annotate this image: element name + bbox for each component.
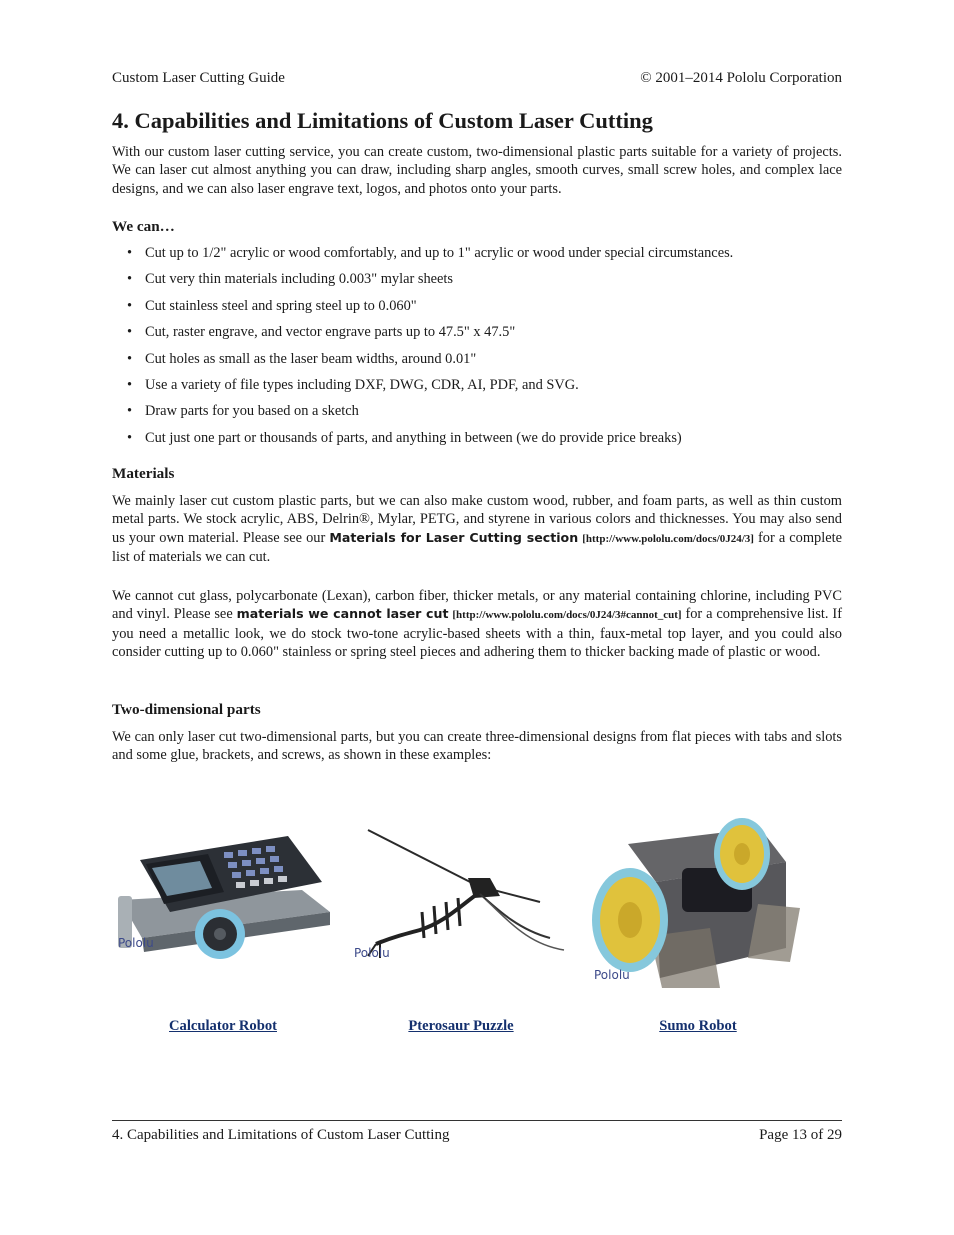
intro-paragraph: With our custom laser cutting service, you can create custom, two-dimensional plastic parts suitable for a variety of projects. We can laser cut almost anything you can draw, including sharp angles, smooth curves, small screw holes, and complex lace designs, and we can also laser engrave text, logos, and photos onto your parts. bbox=[112, 144, 842, 197]
cannot-cut-url[interactable]: [http://www.pololu.com/docs/0J24/3#cannot_cut] bbox=[452, 609, 682, 622]
pterosaur-puzzle-image[interactable] bbox=[350, 826, 575, 961]
header-copyright: © 2001–2014 Pololu Corporation bbox=[640, 70, 842, 86]
caption-sumo-robot[interactable]: Sumo Robot bbox=[659, 1018, 737, 1034]
sumo-watermark: Pololu bbox=[594, 968, 630, 982]
two-d-paragraph: We can only laser cut two-dimensional parts, but you can create three-dimensional designs from flat pieces with tabs and slots and some glue, brackets, and screws, as shown in these examples: bbox=[112, 729, 842, 764]
examples-figure bbox=[112, 808, 842, 998]
cannot-cut-link[interactable]: materials we cannot laser cut bbox=[236, 606, 449, 622]
calculator-watermark: Pololu bbox=[118, 936, 154, 950]
footer-divider bbox=[112, 1120, 842, 1121]
two-d-heading: Two-dimensional parts bbox=[112, 701, 261, 718]
list-item: • Cut holes as small as the laser beam widths, around 0.01" bbox=[112, 350, 842, 376]
calculator-robot-image[interactable] bbox=[112, 830, 337, 960]
materials-heading: Materials bbox=[112, 465, 175, 482]
list-item: • Use a variety of file types including DXF, DWG, CDR, AI, PDF, and SVG. bbox=[112, 376, 842, 402]
we-can-heading: We can… bbox=[112, 218, 175, 235]
list-item: • Cut stainless steel and spring steel up to 0.060" bbox=[112, 297, 842, 323]
materials-paragraph bbox=[112, 492, 842, 566]
list-item: • Draw parts for you based on a sketch bbox=[112, 402, 842, 428]
caption-calculator-robot[interactable]: Calculator Robot bbox=[169, 1018, 277, 1034]
running-header bbox=[112, 70, 842, 90]
cannot-cut-text: We cannot cut glass, polycarbonate (Lexan), carbon fiber, thicker metals, or any material containing chlorine, including PVC and vinyl. Please see bbox=[112, 588, 842, 623]
list-item: • Cut very thin materials including 0.003" mylar sheets bbox=[112, 270, 842, 296]
caption-pterosaur-puzzle[interactable]: Pterosaur Puzzle bbox=[408, 1018, 514, 1034]
section-title: 4. Capabilities and Limitations of Custom Laser Cutting bbox=[112, 108, 653, 133]
cannot-cut-text-tail: for a comprehensive list. If you need a metallic look, we do stock two-tone acrylic-based sheets with a thin, faux-metal top layer, and you could also consider cutting up to 0.060" stainless or spring steel pieces and adhering them to thicker backing made of plastic or wood. bbox=[112, 606, 842, 660]
materials-url[interactable]: [http://www.pololu.com/docs/0J24/3] bbox=[582, 532, 754, 545]
footer-section-title: 4. Capabilities and Limitations of Custom Laser Cutting bbox=[112, 1127, 450, 1143]
header-guide-title: Custom Laser Cutting Guide bbox=[112, 70, 285, 86]
materials-link[interactable]: Materials for Laser Cutting section bbox=[329, 529, 579, 545]
cannot-cut-paragraph bbox=[112, 587, 842, 661]
footer-page-number: Page 13 of 29 bbox=[759, 1127, 842, 1143]
sumo-robot-image[interactable] bbox=[590, 808, 805, 993]
list-item: • Cut just one part or thousands of parts, and anything in between (we do provide price breaks) bbox=[112, 429, 842, 455]
materials-text: We mainly laser cut custom plastic parts, but we can also make custom wood, rubber, and foam parts, as well as thin custom metal parts. We stock acrylic, ABS, Delrin®, Mylar, PETG, and styrene in various colors and thicknesses. You may also send us your own material. Please see our bbox=[112, 493, 842, 546]
capabilities-list bbox=[112, 244, 842, 455]
list-item: • Cut, raster engrave, and vector engrave parts up to 47.5" x 47.5" bbox=[112, 323, 842, 349]
pterosaur-watermark: Pololu bbox=[354, 946, 390, 960]
running-footer bbox=[112, 1127, 842, 1144]
list-item: • Cut up to 1/2" acrylic or wood comfortably, and up to 1" acrylic or wood under special circumstances. bbox=[112, 244, 842, 270]
materials-text-tail: for a complete list of materials we can cut. bbox=[112, 529, 843, 565]
